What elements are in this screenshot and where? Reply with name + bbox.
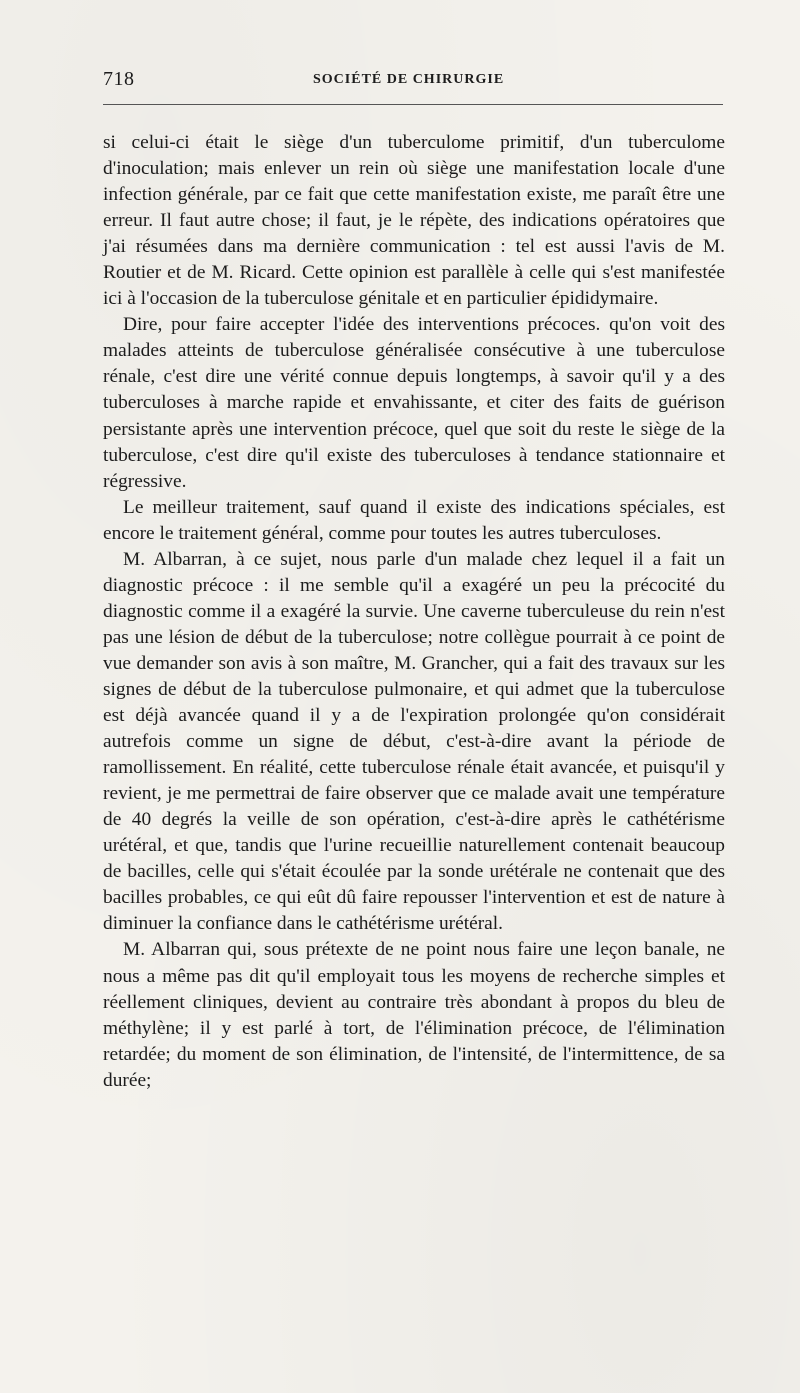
body-text xyxy=(103,130,725,1094)
paragraph: M. Albarran qui, sous prétexte de ne point nous faire une leçon banale, ne nous a même pas dit qu'il employait tous les moyens de recherche simples et réellement cliniques, devient au contraire très abondant à propos du bleu de méthylène; il y est parlé à tort, de l'élimination précoce, de l'élimination retardée; du moment de son élimination, de l'intensité, de l'intermittence, de sa durée; xyxy=(103,939,725,1091)
paragraph: Le meilleur traitement, sauf quand il existe des indications spéciales, est encore le traitement général, comme pour toutes les autres tuberculoses. xyxy=(103,496,725,544)
paragraph: M. Albarran, à ce sujet, nous parle d'un malade chez lequel il a fait un diagnostic précoce : il me semble qu'il a exagéré un peu la précocité du diagnostic comme il a exagéré la survie. Une caverne tuberculeuse du rein n'est pas une lésion de début de la tuberculose; notre collègue pourrait à ce point de vue demander son avis à son maître, M. Grancher, qui a fait des travaux sur les signes de début de la tuberculose pulmonaire, et qui admet que la tuberculose est déjà avancée quand il y a de l'expiration prolongée qu'on considérait autrefois comme un signe de début, c'est-à-dire avant la période de ramollissement. En réalité, cette tuberculose rénale était avancée, et puisqu'il y revient, je me permettrai de faire observer que ce malade avait une température de 40 degrés la veille de son opération, c'est-à-dire après le cathétérisme urétéral, et que, tandis que l'urine recueillie naturellement contenait beaucoup de bacilles, celle qui s'était écoulée par la sonde urétérale ne contenait que des bacilles probables, ce qui eût dû faire repousser l'intervention et est de nature à diminuer la confiance dans le cathétérisme urétéral. xyxy=(103,548,725,935)
journal-title: SOCIÉTÉ DE CHIRURGIE xyxy=(313,72,505,87)
paragraph-continuation: si celui-ci était le siège d'un tuberculome primitif, d'un tuberculome d'inoculation; mais enlever un rein où siège une manifestation locale d'une infection générale, par ce fait que cette manifestation existe, me paraît être une erreur. Il faut autre chose; il faut, je le répète, des indications opératoires que j'ai résumées dans ma dernière communication : tel est aussi l'avis de M. Routier et de M. Ricard. Cette opinion est parallèle à celle qui s'est manifestée ici à l'occasion de la tuberculose génitale et en particulier épididymaire. xyxy=(103,132,725,310)
page-number: 718 xyxy=(103,68,135,90)
paragraph: Dire, pour faire accepter l'idée des interventions précoces. qu'on voit des malades atteints de tuberculose généralisée consécutive à une tuberculose rénale, c'est dire une vérité connue depuis longtemps, à savoir qu'il y a des tuberculoses à marche rapide et envahissante, et citer des faits de guérison persistante après une intervention précoce, quel que soit du reste le siège de la tuberculose, c'est dire qu'il existe des tuberculoses à tendance stationnaire et régressive. xyxy=(103,314,725,492)
header-rule xyxy=(103,104,723,105)
running-head xyxy=(103,68,723,92)
